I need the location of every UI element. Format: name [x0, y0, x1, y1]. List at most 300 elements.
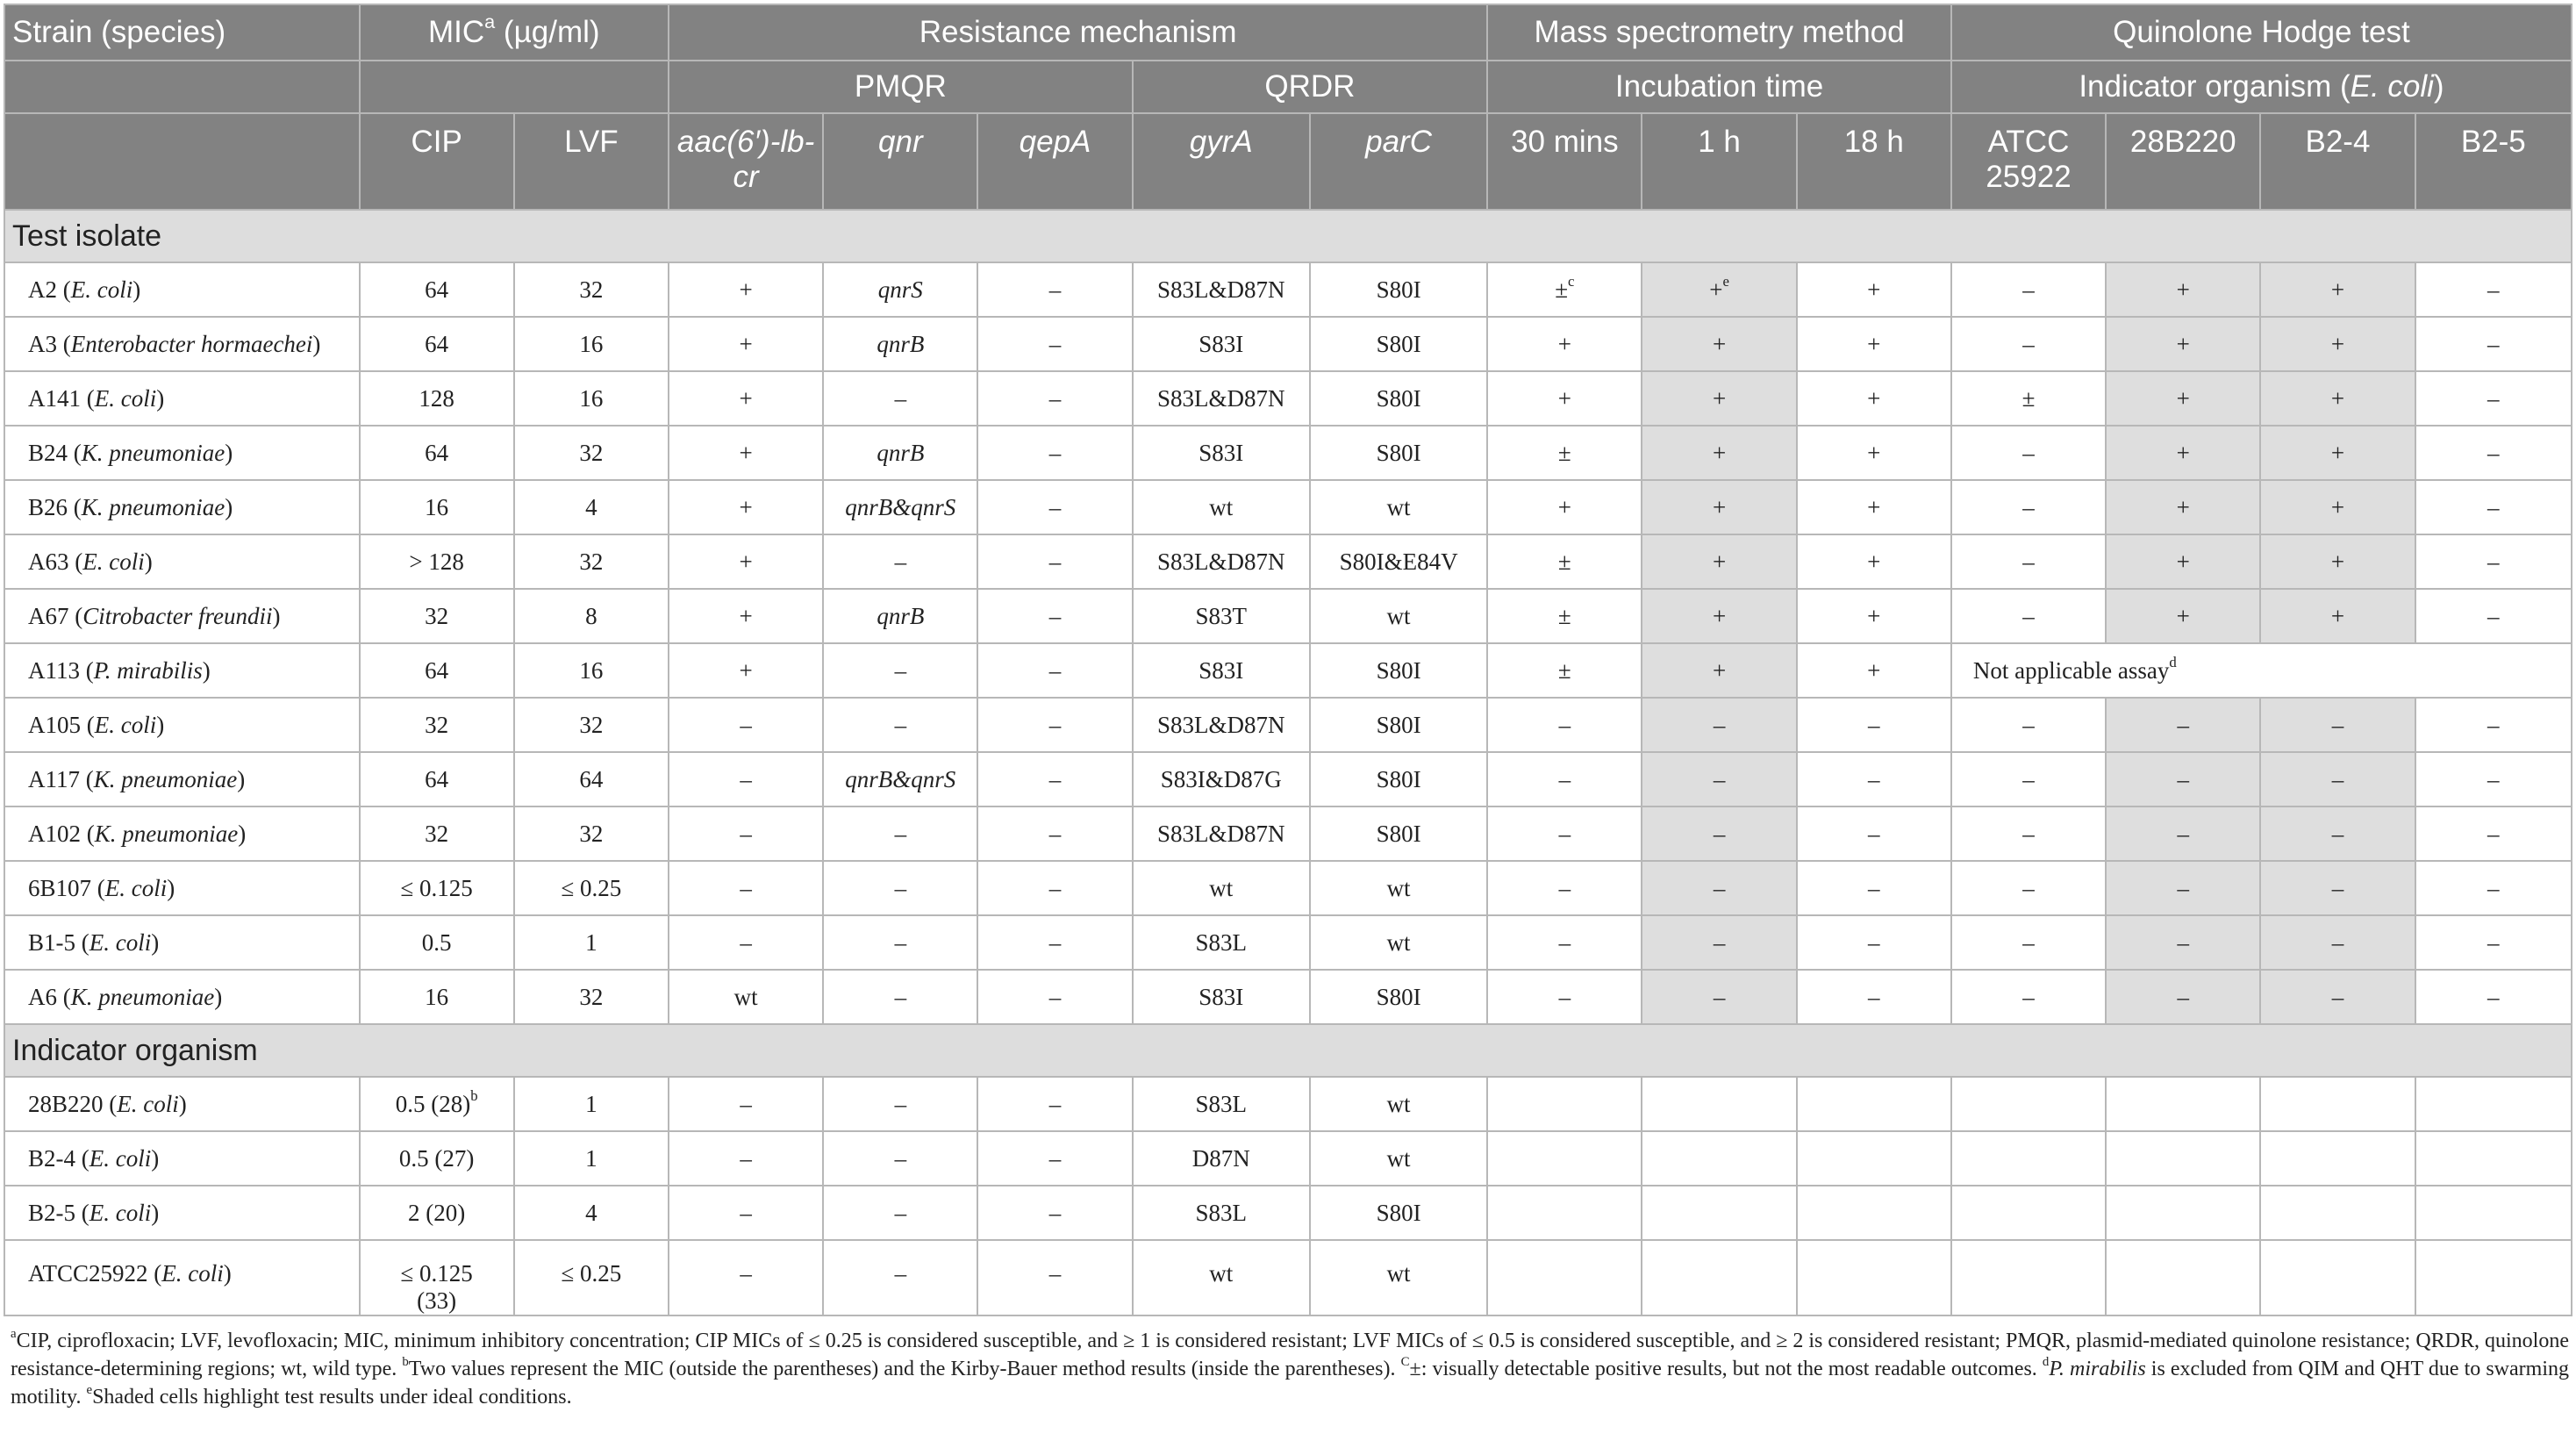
ms-30min-cell: –: [1487, 806, 1642, 861]
strain-cell: 6B107 (E. coli): [4, 861, 360, 915]
ms-18h-cell: –: [1797, 915, 1951, 970]
cip-cell: 128: [360, 371, 514, 426]
table-row: [4, 534, 2572, 589]
qht-atcc-cell: –: [1951, 806, 2106, 861]
lvf-cell: 32: [514, 534, 669, 589]
gyra-cell: S83L: [1133, 1186, 1310, 1240]
qht-b2-5-cell: –: [2415, 698, 2572, 752]
ms-1h-cell: –: [1642, 970, 1796, 1024]
aac-cell: –: [669, 1077, 823, 1131]
aac-cell: –: [669, 1186, 823, 1240]
qht-b2-5-cell: –: [2415, 317, 2572, 371]
gyra-cell: S83L&D87N: [1133, 806, 1310, 861]
section-row: [4, 210, 2572, 262]
empty-cell: [1642, 1077, 1796, 1131]
footnote: $^d$P. mirabilis is excluded from QIM and QHT due to swarming motility.: [11, 1354, 2569, 1409]
qnr-cell: –: [823, 1240, 977, 1315]
parc-cell: S80I: [1310, 806, 1487, 861]
table-row: [4, 643, 2572, 698]
blank-header: [4, 113, 360, 210]
empty-cell: [1951, 1240, 2106, 1315]
qht-b2-5-cell: –: [2415, 589, 2572, 643]
qht-atcc-cell: –: [1951, 317, 2106, 371]
strain-cell: A2 (E. coli): [4, 262, 360, 317]
cip-cell: 32: [360, 698, 514, 752]
qht-b2-4-cell: +: [2260, 426, 2415, 480]
empty-cell: [1797, 1077, 1951, 1131]
gyra-cell: S83L: [1133, 915, 1310, 970]
qht-28b220-cell: +: [2106, 371, 2260, 426]
col-30min: 30 mins: [1487, 113, 1642, 210]
cip-cell: 0.5: [360, 915, 514, 970]
qht-28b220-cell: +: [2106, 480, 2260, 534]
strain-cell: A102 (K. pneumoniae): [4, 806, 360, 861]
aac-cell: –: [669, 752, 823, 806]
ms-1h-cell: –: [1642, 861, 1796, 915]
empty-cell: [2415, 1131, 2572, 1186]
table-row: [4, 589, 2572, 643]
qepa-cell: –: [977, 1186, 1132, 1240]
qnr-cell: qnrB: [823, 317, 977, 371]
lvf-cell: ≤ 0.25: [514, 1240, 669, 1315]
ms-18h-cell: –: [1797, 806, 1951, 861]
qnr-cell: –: [823, 371, 977, 426]
ms-18h-cell: +: [1797, 643, 1951, 698]
qepa-cell: –: [977, 861, 1132, 915]
empty-cell: [1951, 1131, 2106, 1186]
gyra-cell: wt: [1133, 480, 1310, 534]
aac-cell: wt: [669, 970, 823, 1024]
cip-cell: 0.5 $(28)^b$: [360, 1077, 514, 1131]
empty-cell: [1951, 1186, 2106, 1240]
col-28b220: 28B220: [2106, 113, 2260, 210]
qepa-cell: –: [977, 970, 1132, 1024]
qht-b2-4-cell: –: [2260, 970, 2415, 1024]
cip-cell: 64: [360, 752, 514, 806]
col-1h: 1 h: [1642, 113, 1796, 210]
aac-cell: –: [669, 1240, 823, 1315]
qepa-cell: –: [977, 534, 1132, 589]
cip-cell: 64: [360, 317, 514, 371]
empty-cell: [1642, 1131, 1796, 1186]
col-atcc: ATCC 25922: [1951, 113, 2106, 210]
qnr-cell: qnrB&qnrS: [823, 480, 977, 534]
qnr-cell: qnrS: [823, 262, 977, 317]
mass-spec-header: Mass spectrometry method: [1487, 4, 1951, 61]
col-lvf: LVF: [514, 113, 669, 210]
qht-atcc-cell: ±: [1951, 371, 2106, 426]
qht-b2-5-cell: –: [2415, 371, 2572, 426]
col-cip: CIP: [360, 113, 514, 210]
lvf-cell: 16: [514, 643, 669, 698]
qht-28b220-cell: –: [2106, 806, 2260, 861]
qht-28b220-cell: +: [2106, 534, 2260, 589]
cip-cell: 32: [360, 806, 514, 861]
lvf-cell: 16: [514, 317, 669, 371]
ms-30min-cell: –: [1487, 970, 1642, 1024]
indicator-header: Indicator organism (E. coli): [1951, 61, 2572, 113]
cip-cell: 64: [360, 426, 514, 480]
table-row: [4, 861, 2572, 915]
resistance-header: Resistance mechanism: [669, 4, 1487, 61]
qht-atcc-cell: –: [1951, 915, 2106, 970]
table-row: [4, 1131, 2572, 1186]
gyra-cell: S83I: [1133, 317, 1310, 371]
ms-18h-cell: +: [1797, 262, 1951, 317]
empty-cell: [1487, 1131, 1642, 1186]
col-parc: parC: [1310, 113, 1487, 210]
empty-cell: [2415, 1077, 2572, 1131]
qrdr-header: QRDR: [1133, 61, 1488, 113]
ms-30min-cell: +: [1487, 480, 1642, 534]
qht-atcc-cell: –: [1951, 262, 2106, 317]
qnr-cell: –: [823, 1186, 977, 1240]
parc-cell: S80I: [1310, 317, 1487, 371]
results-table: [4, 4, 2572, 1316]
qnr-cell: –: [823, 861, 977, 915]
ms-18h-cell: +: [1797, 589, 1951, 643]
aac-cell: –: [669, 915, 823, 970]
table-row: [4, 1240, 2572, 1315]
gyra-cell: S83L&D87N: [1133, 698, 1310, 752]
qepa-cell: –: [977, 915, 1132, 970]
lvf-cell: ≤ 0.25: [514, 861, 669, 915]
qht-b2-5-cell: –: [2415, 861, 2572, 915]
not-applicable-cell: Not applicable assay$^d$: [1951, 643, 2572, 698]
table-row: [4, 262, 2572, 317]
gyra-cell: S83I&D87G: [1133, 752, 1310, 806]
lvf-cell: 1: [514, 915, 669, 970]
parc-cell: S80I: [1310, 643, 1487, 698]
aac-cell: +: [669, 534, 823, 589]
cip-cell: 0.5 (27): [360, 1131, 514, 1186]
ms-18h-cell: +: [1797, 317, 1951, 371]
ms-30min-cell: ±: [1487, 643, 1642, 698]
footnote: $^C$±: visually detectable positive results, but not the most readable outcomes.: [1400, 1354, 2043, 1380]
cip-cell: 2 (20): [360, 1186, 514, 1240]
strain-header: Strain (species): [4, 4, 360, 61]
qnr-cell: –: [823, 698, 977, 752]
qepa-cell: –: [977, 1077, 1132, 1131]
gyra-cell: S83L&D87N: [1133, 371, 1310, 426]
qht-atcc-cell: –: [1951, 861, 2106, 915]
parc-cell: wt: [1310, 1131, 1487, 1186]
ms-30min-cell: –: [1487, 861, 1642, 915]
lvf-cell: 32: [514, 426, 669, 480]
strain-cell: B2-4 (E. coli): [4, 1131, 360, 1186]
parc-cell: wt: [1310, 861, 1487, 915]
ms-18h-cell: +: [1797, 426, 1951, 480]
table-body: [4, 210, 2572, 1315]
qnr-cell: –: [823, 915, 977, 970]
strain-cell: A67 (Citrobacter freundii): [4, 589, 360, 643]
ms-30min-cell: +: [1487, 371, 1642, 426]
lvf-cell: 32: [514, 806, 669, 861]
qht-28b220-cell: +: [2106, 589, 2260, 643]
table-row: [4, 806, 2572, 861]
strain-cell: A105 (E. coli): [4, 698, 360, 752]
ms-18h-cell: +: [1797, 534, 1951, 589]
ms-1h-cell: +$^e$: [1642, 262, 1796, 317]
qepa-cell: –: [977, 317, 1132, 371]
strain-cell: A117 (K. pneumoniae): [4, 752, 360, 806]
qht-atcc-cell: –: [1951, 426, 2106, 480]
cip-cell: 16: [360, 480, 514, 534]
ms-18h-cell: +: [1797, 371, 1951, 426]
gyra-cell: wt: [1133, 1240, 1310, 1315]
empty-cell: [2260, 1131, 2415, 1186]
qht-b2-4-cell: –: [2260, 861, 2415, 915]
section-row: [4, 1024, 2572, 1077]
qht-b2-4-cell: +: [2260, 317, 2415, 371]
lvf-cell: 1: [514, 1077, 669, 1131]
qht-28b220-cell: –: [2106, 970, 2260, 1024]
empty-cell: [2415, 1186, 2572, 1240]
table-row: [4, 915, 2572, 970]
qnr-cell: qnrB: [823, 426, 977, 480]
parc-cell: wt: [1310, 1077, 1487, 1131]
strain-cell: 28B220 (E. coli): [4, 1077, 360, 1131]
empty-cell: [1642, 1240, 1796, 1315]
gyra-cell: S83T: [1133, 589, 1310, 643]
empty-cell: [2106, 1240, 2260, 1315]
aac-cell: –: [669, 861, 823, 915]
lvf-cell: 64: [514, 752, 669, 806]
empty-cell: [2415, 1240, 2572, 1315]
lvf-cell: 4: [514, 480, 669, 534]
qht-b2-4-cell: +: [2260, 371, 2415, 426]
blank-header: [360, 61, 669, 113]
parc-cell: wt: [1310, 915, 1487, 970]
aac-cell: +: [669, 589, 823, 643]
qht-b2-4-cell: +: [2260, 534, 2415, 589]
cip-cell: > 128: [360, 534, 514, 589]
qht-b2-5-cell: –: [2415, 426, 2572, 480]
cip-cell: 64: [360, 262, 514, 317]
col-b2-5: B2-5: [2415, 113, 2572, 210]
qnr-cell: –: [823, 970, 977, 1024]
qht-atcc-cell: –: [1951, 480, 2106, 534]
table-row: [4, 426, 2572, 480]
qepa-cell: –: [977, 262, 1132, 317]
qht-b2-4-cell: +: [2260, 262, 2415, 317]
lvf-cell: 16: [514, 371, 669, 426]
section-indicator-label: Indicator organism: [4, 1024, 2572, 1077]
empty-cell: [1797, 1186, 1951, 1240]
table-row: [4, 1077, 2572, 1131]
qht-atcc-cell: –: [1951, 970, 2106, 1024]
strain-cell: B2-5 (E. coli): [4, 1186, 360, 1240]
qht-28b220-cell: –: [2106, 698, 2260, 752]
footnote: $^b$Two values represent the MIC (outside the parentheses) and the Kirby-Bauer method results (inside the parentheses).: [402, 1354, 1401, 1380]
lvf-cell: 1: [514, 1131, 669, 1186]
qnr-cell: qnrB: [823, 589, 977, 643]
qht-28b220-cell: –: [2106, 752, 2260, 806]
qht-atcc-cell: –: [1951, 589, 2106, 643]
lvf-cell: 32: [514, 262, 669, 317]
gyra-cell: S83I: [1133, 970, 1310, 1024]
qht-b2-4-cell: +: [2260, 480, 2415, 534]
parc-cell: S80I: [1310, 371, 1487, 426]
ms-30min-cell: ±$^c$: [1487, 262, 1642, 317]
qht-b2-4-cell: –: [2260, 915, 2415, 970]
empty-cell: [2106, 1131, 2260, 1186]
qht-b2-5-cell: –: [2415, 806, 2572, 861]
lvf-cell: 4: [514, 1186, 669, 1240]
qepa-cell: –: [977, 1240, 1132, 1315]
blank-header: [4, 61, 360, 113]
qht-atcc-cell: –: [1951, 534, 2106, 589]
aac-cell: –: [669, 806, 823, 861]
strain-cell: A3 (Enterobacter hormaechei): [4, 317, 360, 371]
table-row: [4, 317, 2572, 371]
qht-b2-4-cell: +: [2260, 589, 2415, 643]
col-b2-4: B2-4: [2260, 113, 2415, 210]
strain-cell: B24 (K. pneumoniae): [4, 426, 360, 480]
col-aac: aac(6′)-lb-cr: [669, 113, 823, 210]
parc-cell: S80I: [1310, 752, 1487, 806]
gyra-cell: D87N: [1133, 1131, 1310, 1186]
ms-18h-cell: +: [1797, 480, 1951, 534]
table-row: [4, 970, 2572, 1024]
lvf-cell: 8: [514, 589, 669, 643]
qnr-cell: –: [823, 534, 977, 589]
qht-b2-5-cell: –: [2415, 752, 2572, 806]
table-row: [4, 371, 2572, 426]
ms-1h-cell: +: [1642, 534, 1796, 589]
strain-cell: A63 (E. coli): [4, 534, 360, 589]
ms-30min-cell: +: [1487, 317, 1642, 371]
parc-cell: wt: [1310, 480, 1487, 534]
ms-1h-cell: +: [1642, 426, 1796, 480]
aac-cell: +: [669, 426, 823, 480]
ms-30min-cell: –: [1487, 698, 1642, 752]
qht-28b220-cell: –: [2106, 915, 2260, 970]
qnr-cell: –: [823, 1077, 977, 1131]
parc-cell: S80I: [1310, 262, 1487, 317]
qepa-cell: –: [977, 1131, 1132, 1186]
ms-1h-cell: +: [1642, 371, 1796, 426]
qht-b2-5-cell: –: [2415, 262, 2572, 317]
table-header: [4, 4, 2572, 210]
ms-18h-cell: –: [1797, 752, 1951, 806]
gyra-cell: S83L&D87N: [1133, 262, 1310, 317]
qht-b2-4-cell: –: [2260, 752, 2415, 806]
qnr-cell: –: [823, 1131, 977, 1186]
empty-cell: [1487, 1077, 1642, 1131]
qnr-cell: –: [823, 643, 977, 698]
col-gyra: gyrA: [1133, 113, 1310, 210]
strain-cell: B26 (K. pneumoniae): [4, 480, 360, 534]
empty-cell: [2260, 1240, 2415, 1315]
lvf-cell: 32: [514, 970, 669, 1024]
aac-cell: +: [669, 317, 823, 371]
qht-b2-4-cell: –: [2260, 698, 2415, 752]
parc-cell: S80I: [1310, 698, 1487, 752]
qht-header: Quinolone Hodge test: [1951, 4, 2572, 61]
empty-cell: [1797, 1240, 1951, 1315]
ms-1h-cell: +: [1642, 317, 1796, 371]
strain-cell: A6 (K. pneumoniae): [4, 970, 360, 1024]
ms-18h-cell: –: [1797, 698, 1951, 752]
incubation-header: Incubation time: [1487, 61, 1951, 113]
empty-cell: [1951, 1077, 2106, 1131]
footnotes: [4, 1316, 2572, 1411]
ms-1h-cell: +: [1642, 589, 1796, 643]
empty-cell: [2260, 1186, 2415, 1240]
strain-cell: A113 (P. mirabilis): [4, 643, 360, 698]
empty-cell: [1642, 1186, 1796, 1240]
col-qnr: qnr: [823, 113, 977, 210]
qepa-cell: –: [977, 426, 1132, 480]
ms-30min-cell: ±: [1487, 534, 1642, 589]
table-row: [4, 1186, 2572, 1240]
gyra-cell: S83I: [1133, 643, 1310, 698]
mic-header: MIC$^a$ (µg/ml): [360, 4, 669, 61]
aac-cell: –: [669, 698, 823, 752]
qht-28b220-cell: +: [2106, 317, 2260, 371]
parc-cell: S80I: [1310, 426, 1487, 480]
aac-cell: +: [669, 371, 823, 426]
qht-28b220-cell: +: [2106, 426, 2260, 480]
qepa-cell: –: [977, 371, 1132, 426]
ms-1h-cell: +: [1642, 480, 1796, 534]
table-row: [4, 480, 2572, 534]
parc-cell: S80I&E84V: [1310, 534, 1487, 589]
parc-cell: wt: [1310, 589, 1487, 643]
qepa-cell: –: [977, 752, 1132, 806]
gyra-cell: S83L: [1133, 1077, 1310, 1131]
aac-cell: +: [669, 643, 823, 698]
ms-30min-cell: ±: [1487, 426, 1642, 480]
table-row: [4, 698, 2572, 752]
ms-18h-cell: –: [1797, 970, 1951, 1024]
ms-1h-cell: –: [1642, 806, 1796, 861]
ms-1h-cell: +: [1642, 643, 1796, 698]
empty-cell: [1487, 1186, 1642, 1240]
strain-cell: ATCC25922 (E. coli): [4, 1240, 360, 1315]
footnote: $^e$Shaded cells highlight test results under ideal conditions.: [86, 1382, 572, 1409]
parc-cell: S80I: [1310, 970, 1487, 1024]
strain-cell: B1-5 (E. coli): [4, 915, 360, 970]
cip-cell: ≤ 0.125: [360, 861, 514, 915]
empty-cell: [1487, 1240, 1642, 1315]
parc-cell: wt: [1310, 1240, 1487, 1315]
table-row: [4, 752, 2572, 806]
ms-1h-cell: –: [1642, 752, 1796, 806]
empty-cell: [1797, 1131, 1951, 1186]
gyra-cell: S83L&D87N: [1133, 534, 1310, 589]
qht-b2-5-cell: –: [2415, 534, 2572, 589]
gyra-cell: wt: [1133, 861, 1310, 915]
qepa-cell: –: [977, 589, 1132, 643]
cip-cell: 32: [360, 589, 514, 643]
aac-cell: –: [669, 1131, 823, 1186]
qht-b2-5-cell: –: [2415, 970, 2572, 1024]
footnote: $^a$CIP, ciprofloxacin; LVF, levofloxacin; MIC, minimum inhibitory concentration; CIP MICs of ≤ 0.25 is considered susceptible, and ≥ 1 is considered resistant; LVF MICs of ≤ 0.5 is considered susceptible, and ≥ 2 is considered resistant; PMQR, plasmid-mediated quinolone resistance; QRDR, quinolone resistance-determining regions; wt, wild type.: [11, 1326, 2569, 1380]
ms-1h-cell: –: [1642, 698, 1796, 752]
parc-cell: S80I: [1310, 1186, 1487, 1240]
ms-30min-cell: –: [1487, 915, 1642, 970]
qepa-cell: –: [977, 480, 1132, 534]
qht-atcc-cell: –: [1951, 752, 2106, 806]
empty-cell: [2106, 1186, 2260, 1240]
pmqr-header: PMQR: [669, 61, 1133, 113]
cip-cell: 64: [360, 643, 514, 698]
qht-28b220-cell: +: [2106, 262, 2260, 317]
col-18h: 18 h: [1797, 113, 1951, 210]
empty-cell: [2260, 1077, 2415, 1131]
